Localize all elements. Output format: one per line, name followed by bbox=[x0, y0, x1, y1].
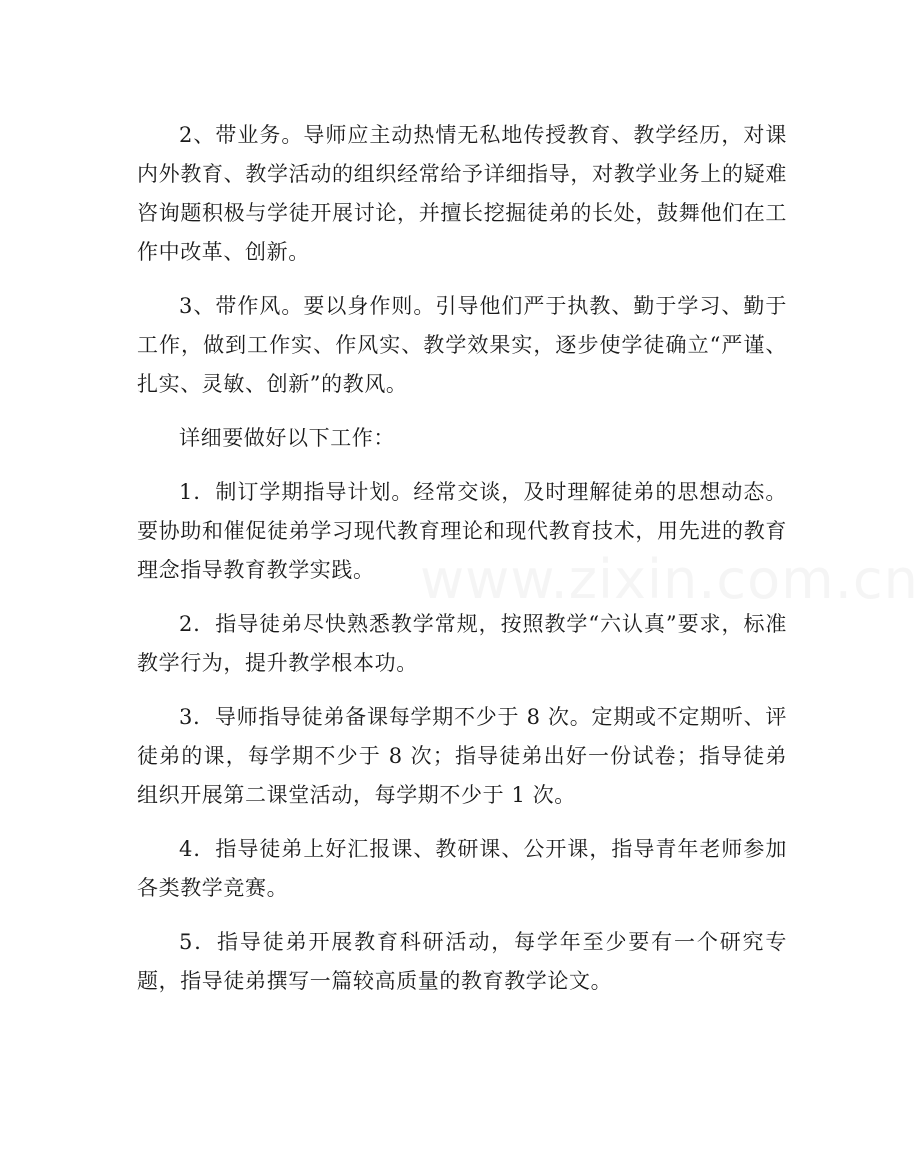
paragraph-4: 1．制订学期指导计划。经常交谈，及时理解徒弟的思想动态。要协助和催促徒弟学习现代教育理论和现代教育技术，用先进的教育理念指导教育教学实践。 bbox=[137, 480, 787, 582]
paragraph-2: 3、带作风。要以身作则。引导他们严于执教、勤于学习、勤于工作，做到工作实、作风实、教学效果实，逐步使学徒确立“严谨、扎实、灵敏、创新”的教风。 bbox=[137, 294, 787, 396]
paragraph-5: 2．指导徒弟尽快熟悉教学常规，按照教学“六认真”要求，标准教学行为，提升教学根本功。 bbox=[137, 612, 787, 675]
watermark: www.zixin.com.cn bbox=[420, 548, 919, 611]
paragraph-1: 2、带业务。导师应主动热情无私地传授教育、教学经历，对课内外教育、教学活动的组织经常给予详细指导，对教学业务上的疑难咨询题积极与学徒开展讨论，并擅长挖掘徒弟的长处，鼓舞他们在工作中改革、创新。 bbox=[137, 123, 787, 264]
paragraph-7: 4．指导徒弟上好汇报课、教研课、公开课，指导青年老师参加各类教学竞赛。 bbox=[137, 837, 787, 900]
paragraph-3: 详细要做好以下工作： bbox=[179, 426, 395, 450]
paragraph-8: 5．指导徒弟开展教育科研活动，每学年至少要有一个研究专题，指导徒弟撰写一篇较高质量的教育教学论文。 bbox=[137, 930, 787, 993]
document-body bbox=[137, 116, 787, 1016]
paragraph-6: 3．导师指导徒弟备课每学期不少于 8 次。定期或不定期听、评徒弟的课，每学期不少于 8 次；指导徒弟出好一份试卷；指导徒弟组织开展第二课堂活动，每学期不少于 1 次。 bbox=[137, 705, 787, 807]
